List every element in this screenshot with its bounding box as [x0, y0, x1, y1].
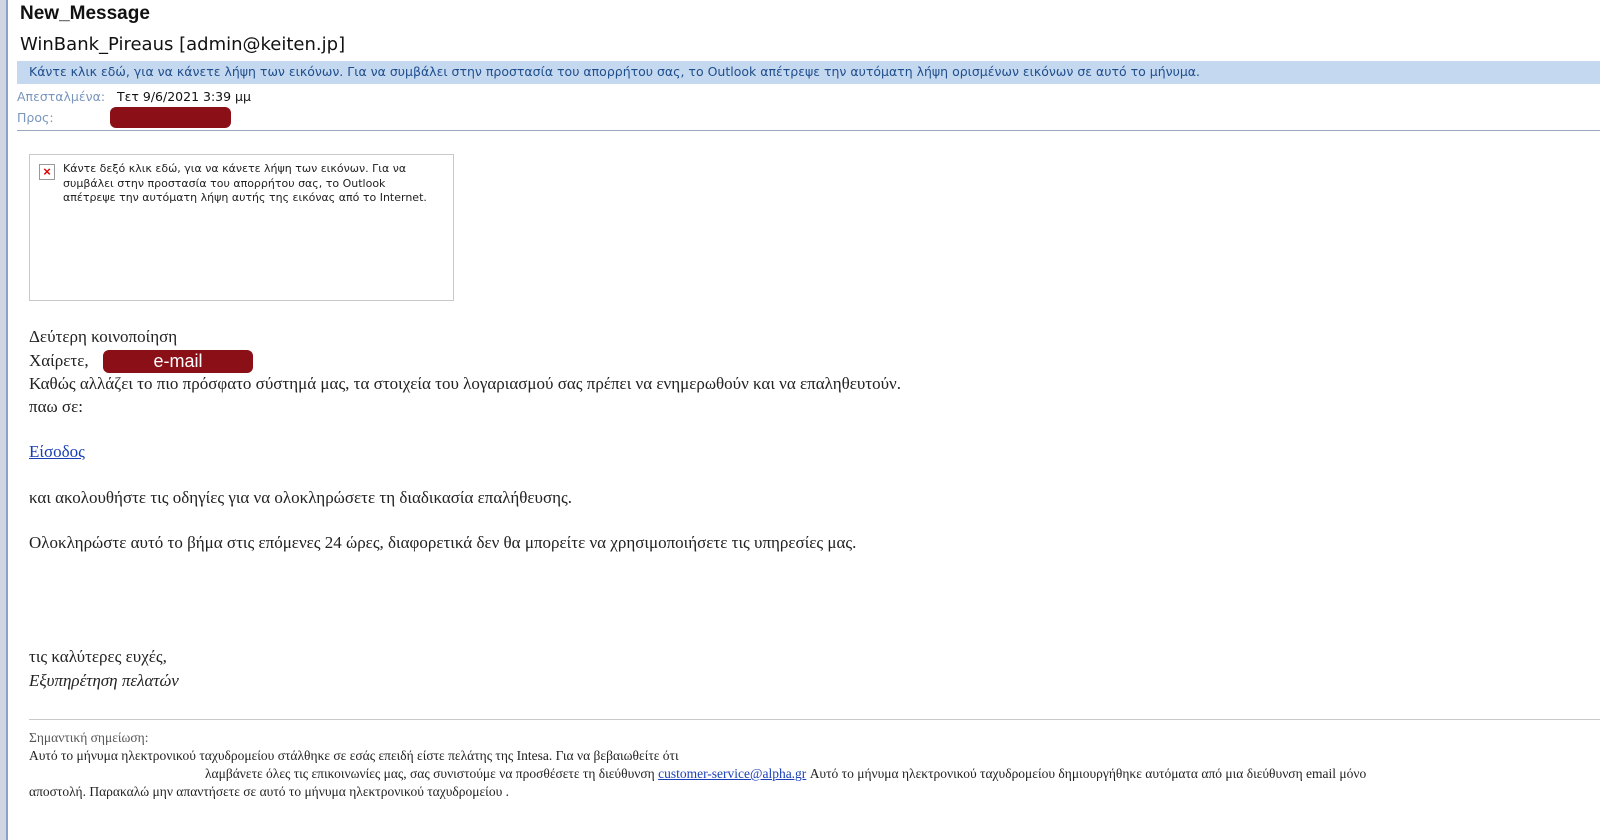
redacted-recipient	[110, 107, 231, 128]
download-images-infobar[interactable]: Κάντε κλικ εδώ, για να κάνετε λήψη των εικόνων. Για να συμβάλει στην προστασία του απορρήτου σας, το Outlook απέτρεψε την αυτόματη λήψη ορισμένων εικόνων σε αυτό το μήνυμα.	[17, 61, 1600, 84]
to-label: Προς:	[17, 110, 54, 125]
footer-divider	[29, 719, 1600, 720]
body-closing: τις καλύτερες ευχές,	[29, 647, 167, 666]
footer-line-1: Αυτό το μήνυμα ηλεκτρονικού ταχυδρομείου στάλθηκε σε εσάς επειδή είστε πελάτης της Intesa. Για να βεβαιωθείτε ότι	[29, 748, 679, 763]
blocked-image-text: Κάντε δεξό κλικ εδώ, για να κάνετε λήψη των εικόνων. Για να συμβάλει στην προστασία του απορρήτου σας, το Outlook απέτρεψε την αυτόματη λήψη αυτής της εικόνας από το Internet.	[63, 162, 427, 204]
footer-line-2-pre: λαμβάνετε όλες τις επικοινωνίες μας, σας συνιστούμε να προσθέσετε τη διεύθυνση	[205, 766, 655, 781]
body-greeting: Χαίρετε,	[29, 351, 89, 370]
body-line-goto: παω σε:	[29, 397, 83, 416]
broken-image-icon: ×	[39, 164, 55, 180]
footer-line-2	[205, 766, 1366, 782]
footer-label: Σημαντική σημείωση:	[29, 730, 149, 745]
body-line-deadline: Ολοκληρώστε αυτό το βήμα στις επόμενες 24 ώρες, διαφορετικά δεν θα μπορείτε να χρησιμοποιήσετε τις υπηρεσίες μας.	[29, 533, 857, 552]
redacted-email: e-mail	[103, 350, 253, 373]
sent-label: Απεσταλμένα:	[17, 89, 106, 104]
blocked-image-placeholder[interactable]	[29, 154, 454, 301]
body-line-notice: Δεύτερη κοινοποίηση	[29, 327, 178, 346]
header-divider	[17, 130, 1600, 131]
footer-line-3: αποστολή. Παρακαλώ μην απαντήσετε σε αυτό το μήνυμα ηλεκτρονικού ταχυδρομείου .	[29, 784, 510, 799]
footer-email-link[interactable]: customer-service@alpha.gr	[658, 766, 807, 781]
message-subject: New_Message	[20, 3, 150, 24]
body-signature: Εξυπηρέτηση πελατών	[29, 671, 179, 690]
message-sender[interactable]: WinBank_Pireaus [admin@keiten.jp]	[20, 34, 346, 55]
login-link[interactable]: Είσοδος	[29, 442, 85, 461]
window-left-edge	[0, 0, 8, 840]
body-line-update: Καθώς αλλάζει το πιο πρόσφατο σύστημά μας, τα στοιχεία του λογαριασμού σας πρέπει να ενημερωθούν και να επαληθευτούν.	[29, 374, 901, 393]
body-line-instructions: και ακολουθήστε τις οδηγίες για να ολοκληρώσετε τη διαδικασία επαλήθευσης.	[29, 488, 573, 507]
sent-value: Τετ 9/6/2021 3:39 μμ	[117, 89, 251, 104]
footer-line-2-post: Αυτό το μήνυμα ηλεκτρονικού ταχυδρομείου δημιουργήθηκε αυτόματα από μια διεύθυνση email μόνο	[809, 766, 1367, 781]
